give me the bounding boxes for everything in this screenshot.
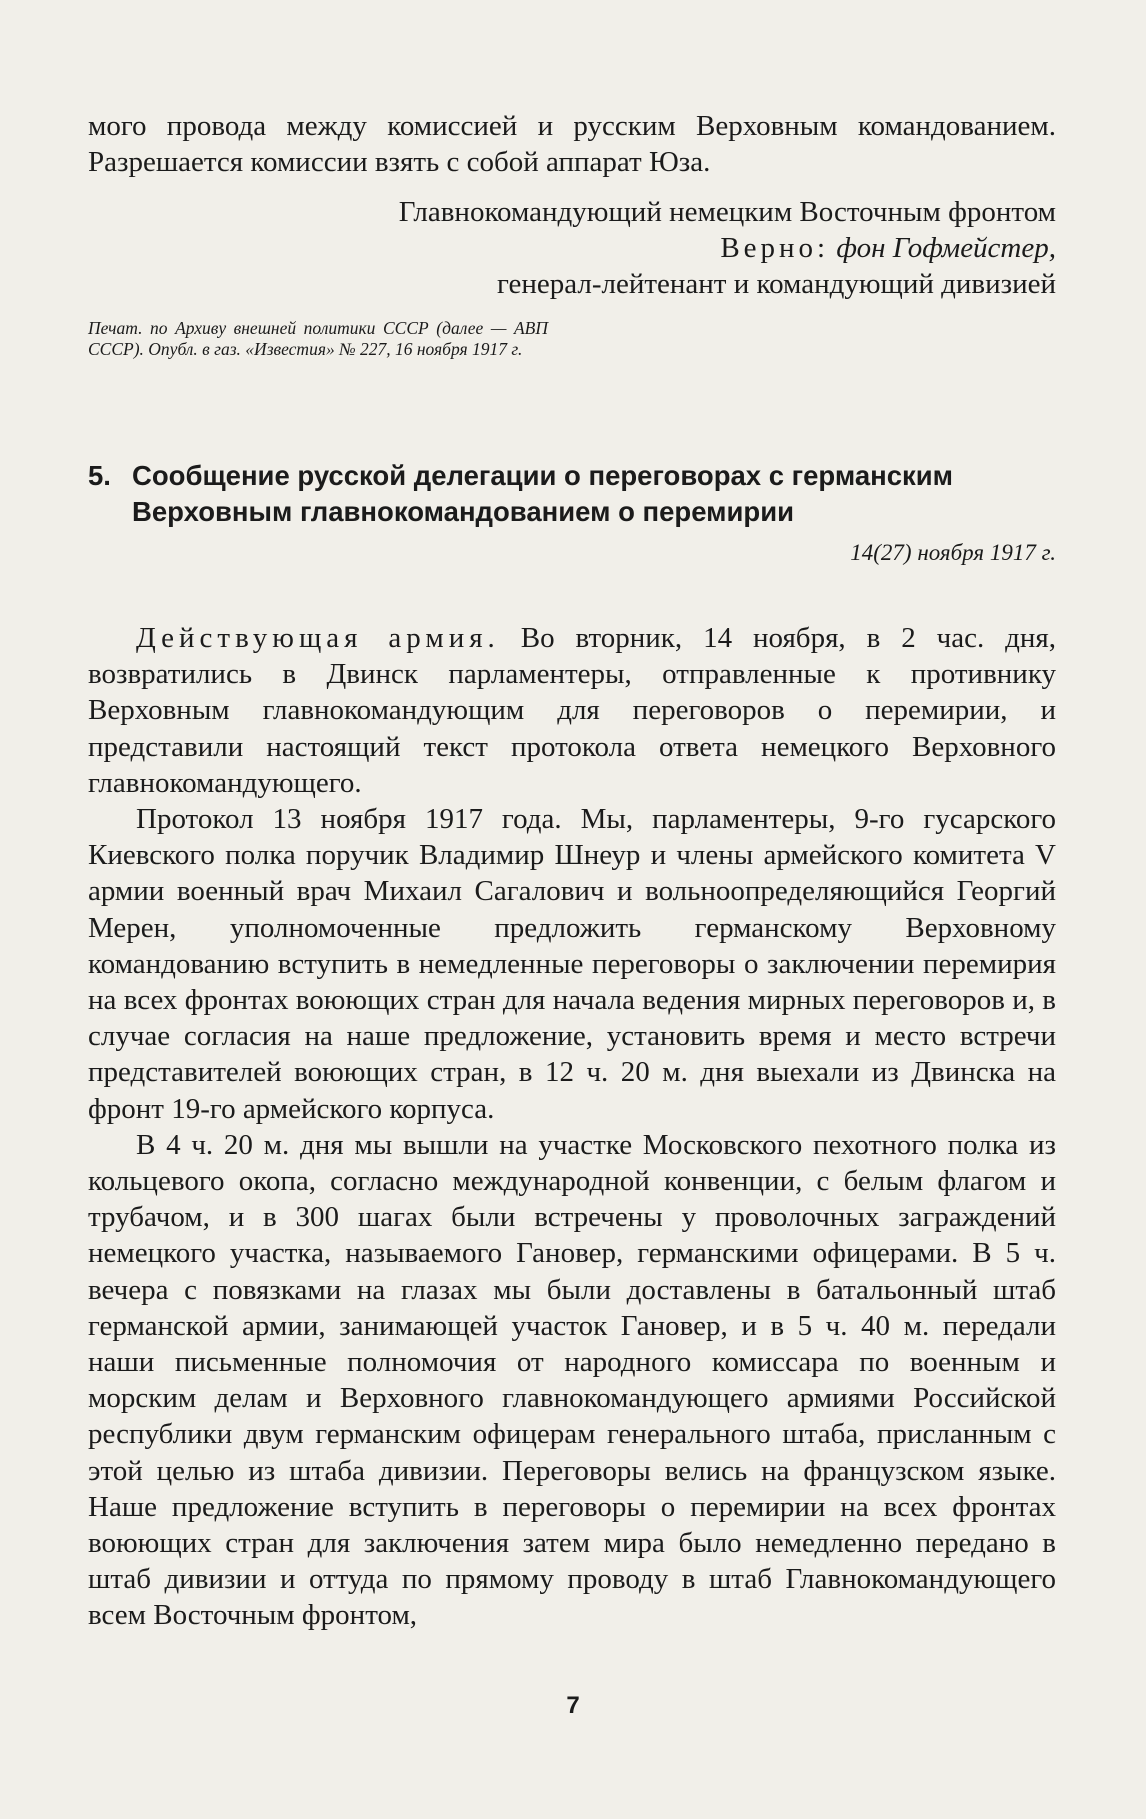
signature-line-3: генерал-лейтенант и командующий дивизией (496, 268, 1056, 300)
body-paragraph-1 (88, 620, 1056, 801)
signature-block (88, 194, 1056, 302)
page-number: 7 (566, 1692, 580, 1719)
intro-text: мого провода между комиссией и русским Верховным командованием. Разрешается комиссии взять с собой аппарат Юза. (88, 110, 1056, 179)
section-title-line-2: Верховным главнокомандованием о перемирии (132, 496, 795, 527)
section-heading (88, 458, 1056, 530)
body-text (88, 620, 1056, 1634)
signature-line-1: Главнокомандующий немецким Восточным фронтом (398, 196, 1056, 228)
intro-paragraph (88, 108, 1056, 180)
source-note: Печат. по Архиву внешней политики СССР (далее — АВП СССР). Опубл. в газ. «Известия» № 227, 16 ноября 1917 г. (88, 318, 548, 359)
paragraph-lead: Действующая армия. (136, 622, 500, 654)
paragraph-1-text: Во вторник, 14 ноября, в 2 час. дня, возвратились в Двинск парламентеры, отправленные к противнику Верховным главнокомандующим для переговоров о перемирии, и представили настоящий текст протокола ответа немецкого Верховного главнокомандующего. (88, 622, 1056, 799)
section-date: 14(27) ноября 1917 г. (850, 540, 1056, 565)
signature-line-2 (88, 230, 1056, 266)
verno-name: фон Гофмейстер, (836, 232, 1056, 264)
verno-label: Верно: (720, 232, 830, 264)
section-title-line-1: Сообщение русской делегации о переговорах с германским (132, 460, 954, 491)
body-paragraph-3: В 4 ч. 20 м. дня мы вышли на участке Московского пехотного полка из кольцевого окопа, согласно международной конвенции, с белым флагом и трубачом, и в 300 шагах были встречены у проволочных заграждений немецкого участка, называемого Гановер, германскими офицерами. В 5 ч. вечера с повязками на глазах мы были доставлены в батальонный штаб германской армии, занимающей участок Гановер, и в 5 ч. 40 м. передали наши письменные полномочия от народного комиссара по военным и морским делам и Верховного главнокомандующего армиями Российской республики двум германским офицерам генерального штаба, присланным с этой целью из штаба дивизии. Переговоры велись на французском языке. Наше предложение вступить в переговоры о перемирии на всех фронтах воюющих стран для заключения затем мира было немедленно передано в штаб дивизии и оттуда по прямому проводу в штаб Главнокомандующего всем Восточным фронтом, (88, 1128, 1056, 1632)
body-paragraph-2: Протокол 13 ноября 1917 года. Мы, парламентеры, 9-го гусарского Киевского полка поручик Владимир Шнеур и члены армейского комитета V армии военный врач Михаил Сагалович и вольноопределяющийся Георгий Мерен, уполномоченные предложить германскому Верховному командованию вступить в немедленные переговоры о заключении перемирия на всех фронтах воюющих стран для начала ведения мирных переговоров и, в случае согласия на наше предложение, установить время и место встречи представителей воюющих стран, в 12 ч. 20 м. дня выехали из Двинска на фронт 19-го армейского корпуса. (88, 803, 1056, 1125)
section-number: 5. (88, 460, 111, 491)
